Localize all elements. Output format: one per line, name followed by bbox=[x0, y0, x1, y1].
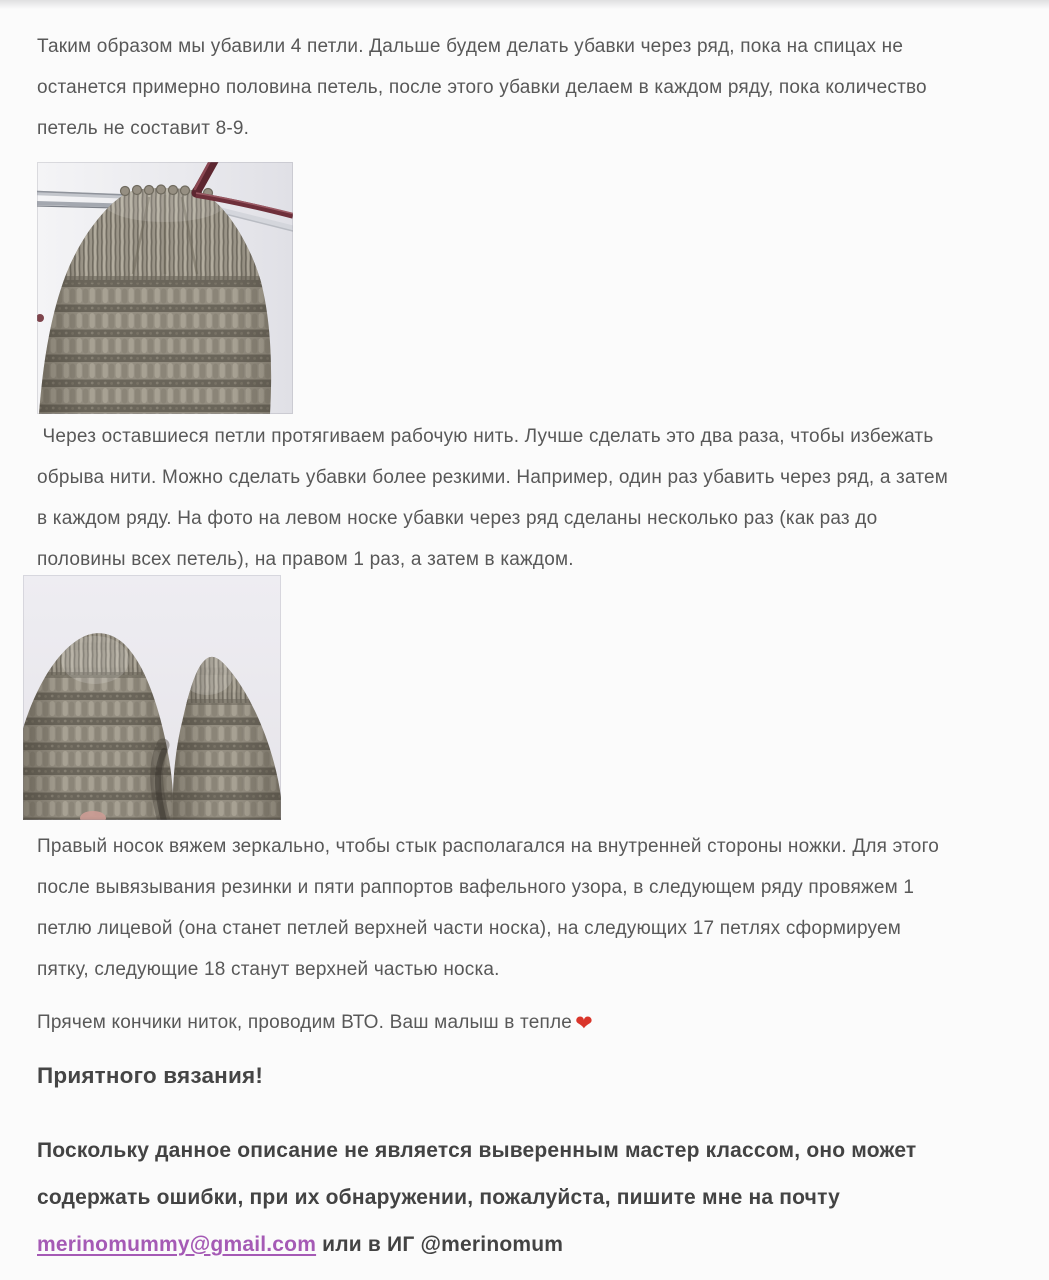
sock-toe-on-knitting-needles-photo bbox=[37, 162, 293, 414]
two-knitted-sock-toes-photo bbox=[23, 575, 281, 820]
instagram-handle-text: или в ИГ @merinomum bbox=[316, 1232, 564, 1256]
text-line: петель не составит 8-9. bbox=[37, 117, 250, 139]
text-line: Через оставшиеся петли протягиваем рабочую нить. Лучше сделать это два раза, чтобы избежать bbox=[37, 425, 934, 447]
email-link[interactable]: merinomummy@gmail.com bbox=[37, 1232, 317, 1256]
text-line bbox=[37, 1002, 1049, 1043]
text-line: Таким образом мы убавили 4 петли. Дальше будем делать убавки через ряд, пока на спицах не bbox=[37, 35, 904, 57]
text-line: обрыва нити. Можно сделать убавки более резкими. Например, один раз убавить через ряд, а затем bbox=[37, 466, 949, 488]
closing-note-text: Прячем кончики ниток, проводим ВТО. Ваш малыш в тепле bbox=[37, 1011, 573, 1033]
text-line: половины всех петель), на правом 1 раз, а затем в каждом. bbox=[37, 548, 574, 570]
text-line: содержать ошибки, при их обнаружении, пожалуйста, пишите мне на почту bbox=[37, 1185, 840, 1209]
paragraph-finishing bbox=[37, 1002, 1049, 1043]
text-line: Правый носок вяжем зеркально, чтобы стык располагался на внутренней стороны ножки. Для этого bbox=[37, 835, 940, 857]
paragraph-disclaimer bbox=[37, 1127, 1049, 1268]
text-line: в каждом ряду. На фото на левом носке убавки через ряд сделаны несколько раз (как раз до bbox=[37, 507, 878, 529]
text-line: после вывязывания резинки и пяти раппортов вафельного узора, в следующем ряду провяжем 1 bbox=[37, 876, 915, 898]
text-line: петлю лицевой (она станет петлей верхней части носка), на следующих 17 петлях сформируем bbox=[37, 917, 902, 939]
text-line: останется примерно половина петель, после этого убавки делаем в каждом ряду, пока количество bbox=[37, 76, 927, 98]
heart-emoji: ❤ bbox=[575, 1012, 593, 1035]
text-line: пятку, следующие 18 станут верхней частью носка. bbox=[37, 958, 500, 980]
paragraph-decreases bbox=[37, 26, 1049, 149]
text-line bbox=[37, 1221, 1049, 1268]
paragraph-thread bbox=[37, 416, 1049, 580]
text-line: Поскольку данное описание не является выверенным мастер классом, оно может bbox=[37, 1138, 917, 1162]
happy-knitting-heading: Приятного вязания! bbox=[37, 1063, 264, 1088]
paragraph-right-sock bbox=[37, 826, 1049, 990]
